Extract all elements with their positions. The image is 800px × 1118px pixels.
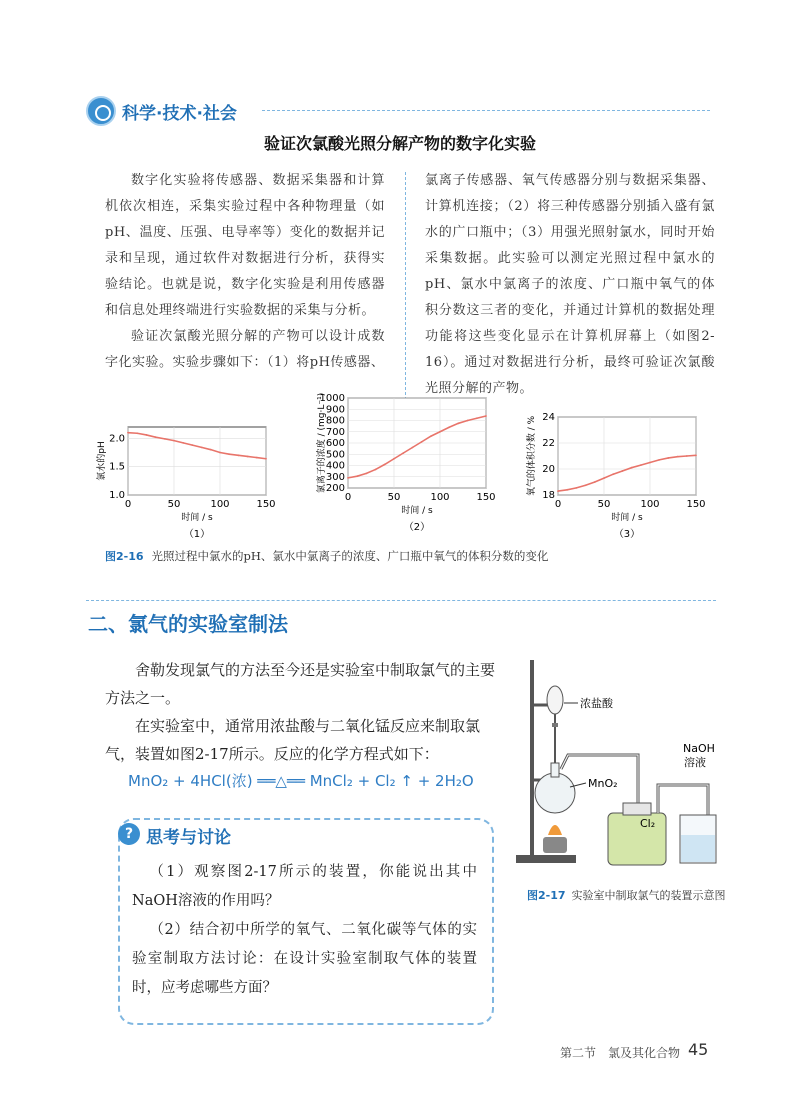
data-point	[146, 434, 148, 436]
label-mno2: MnO₂	[588, 777, 618, 790]
section-body	[105, 656, 505, 768]
y-tick-label: 700	[325, 426, 345, 438]
stand-base	[516, 855, 576, 863]
x-tick-label: 0	[124, 499, 132, 510]
data-point	[458, 422, 460, 424]
data-point	[566, 489, 568, 491]
data-point	[384, 463, 386, 465]
x-tick-label: 0	[344, 492, 352, 503]
article-paragraph: 数字化实验将传感器、数据采集器和计算机依次相连，采集实验过程中各种物理量（如pH、温度、压强、电导率等）变化的数据并记录和呈现，通过软件对数据进行分析，获得实验结论。也就是说，数字化实验是利用传感器和信息处理终端进行实验数据的采集与分析。	[105, 173, 385, 318]
data-point	[622, 470, 624, 472]
x-tick-label: 0	[554, 499, 562, 510]
y-axis-label: 氧气的体积分数 / %	[527, 415, 537, 497]
x-axis-label: 时间 / s	[401, 506, 433, 516]
x-tick-label: 100	[210, 499, 230, 510]
y-tick-label: 2.0	[109, 433, 125, 445]
x-axis-label: 时间 / s	[611, 513, 643, 523]
y-tick-label: 1000	[319, 393, 345, 404]
label-naoh: NaOH	[683, 742, 715, 755]
y-tick-label: 22	[542, 438, 555, 449]
data-point	[485, 415, 487, 417]
data-point	[476, 417, 478, 419]
x-axis-label: 时间 / s	[181, 513, 213, 523]
y-tick-label: 900	[325, 404, 345, 416]
discussion-body	[132, 858, 477, 1003]
data-point	[356, 475, 358, 477]
article-column-right	[425, 168, 715, 402]
x-tick-label: 50	[387, 492, 401, 503]
data-point	[347, 477, 349, 479]
data-point	[210, 449, 212, 451]
data-point	[173, 440, 175, 442]
data-point	[219, 452, 221, 454]
column-divider	[405, 172, 406, 400]
x-tick-label: 50	[597, 499, 611, 510]
figure-2-17-caption: 图2-17 实验室中制取氯气的装置示意图	[527, 889, 726, 902]
plot-frame	[128, 427, 266, 495]
data-point	[402, 452, 404, 454]
label-cl2: Cl₂	[640, 817, 656, 830]
data-point	[238, 454, 240, 456]
y-tick-label: 500	[325, 449, 345, 461]
data-point	[576, 487, 578, 489]
y-tick-label: 400	[325, 460, 345, 472]
data-point	[127, 432, 129, 434]
discussion-question-icon: ?	[118, 823, 140, 845]
data-point	[182, 442, 184, 444]
x-tick-label: 50	[167, 499, 181, 510]
data-point	[366, 472, 368, 474]
data-point	[164, 438, 166, 440]
y-tick-label: 18	[542, 490, 555, 501]
y-axis-label: 氯水的pH	[97, 441, 107, 481]
data-point	[201, 447, 203, 449]
y-tick-label: 800	[325, 415, 345, 427]
article-paragraph: 氯离子传感器、氧气传感器分别与数据采集器、计算机连接；（2）将三种传感器分别插入盛有氯水的广口瓶中；（3）用强光照射氯水，同时开始采集数据。此实验可以测定光照过程中氯水的pH、氯水中氯离子的浓度、广口瓶中氧气的体积分数这三者的变化，并通过计算机的数据处理功能将这些变化显示在计算机屏幕上（如图2-16）。通过对数据进行分析，最终可验证次氯酸光照分解的产物。	[425, 173, 715, 396]
discussion-question: （2）结合初中所学的氧气、二氧化碳等气体的实验室制取方法讨论：在设计实验室制取气体的装置时，应考虑哪些方面？	[132, 922, 477, 996]
figure-2-16-caption: 图2-16 光照过程中氯水的pH、氯水中氯离子的浓度、广口瓶中氧气的体积分数的变化	[105, 549, 549, 563]
data-point	[658, 459, 660, 461]
y-tick-label: 20	[542, 464, 555, 475]
data-point	[192, 444, 194, 446]
x-tick-label: 100	[640, 499, 660, 510]
y-tick-label: 600	[325, 438, 345, 449]
data-point	[695, 454, 697, 456]
y-tick-label: 24	[542, 412, 555, 423]
header-divider	[262, 110, 710, 111]
chart-ph	[90, 405, 290, 540]
section-divider	[86, 600, 716, 601]
data-point	[430, 435, 432, 437]
label-solution: 溶液	[684, 756, 706, 769]
data-point	[594, 481, 596, 483]
x-tick-label: 100	[430, 492, 450, 503]
data-point	[612, 473, 614, 475]
discussion-title: 思考与讨论	[146, 828, 231, 848]
plot-frame	[558, 417, 696, 495]
data-point	[155, 436, 157, 438]
data-point	[649, 462, 651, 464]
y-tick-label: 200	[325, 483, 345, 494]
data-point	[448, 426, 450, 428]
x-tick-label: 150	[256, 499, 276, 510]
data-point	[247, 456, 249, 458]
gas-bottle	[608, 813, 666, 865]
chart-title: （1）	[183, 529, 211, 540]
data-point	[631, 467, 633, 469]
burner	[543, 837, 567, 853]
section-label: 科学·技术·社会	[122, 104, 237, 124]
page-number: 45	[688, 1040, 709, 1059]
section-title: 二、氯气的实验室制法	[88, 612, 288, 636]
data-point	[265, 458, 267, 460]
flame	[548, 825, 562, 835]
data-point	[640, 464, 642, 466]
separatory-funnel	[547, 686, 563, 714]
chart-chloride	[300, 392, 510, 540]
data-point	[421, 441, 423, 443]
article-column-left	[105, 168, 385, 376]
chemical-equation: MnO₂ + 4HCl(浓) ══△══ MnCl₂ + Cl₂ ↑ + 2H₂O	[128, 772, 474, 790]
chart-oxygen	[520, 405, 720, 540]
y-tick-label: 1.5	[109, 461, 125, 473]
data-point	[677, 456, 679, 458]
body-paragraph: 舍勒发现氯气的方法至今还是实验室中制取氯气的主要方法之一。	[105, 661, 496, 707]
y-axis-label: 氯离子的浓度 / (mg·L⁻¹)	[317, 392, 327, 494]
x-tick-label: 150	[686, 499, 706, 510]
article-title: 验证次氯酸光照分解产物的数字化实验	[263, 134, 536, 153]
y-tick-label: 1.0	[109, 490, 125, 501]
data-point	[375, 469, 377, 471]
data-point	[668, 457, 670, 459]
body-paragraph: 在实验室中，通常用浓盐酸与二氧化锰反应来制取氯气，装置如图2-17所示。反应的化学方程式如下：	[105, 717, 481, 763]
data-point	[557, 490, 559, 492]
chart-title: （2）	[403, 522, 431, 533]
chart-title: （3）	[613, 529, 641, 540]
article-paragraph: 验证次氯酸光照分解的产物可以设计成数字化实验。实验步骤如下：（1）将pH传感器、	[105, 329, 385, 370]
section-logo-icon	[86, 96, 116, 126]
footer-chapter: 第二节 氯及其化合物	[560, 1046, 681, 1060]
data-point	[686, 455, 688, 457]
data-point	[439, 431, 441, 433]
stand-rod	[530, 660, 534, 860]
data-point	[603, 477, 605, 479]
label-hcl: 浓盐酸	[580, 697, 613, 710]
data-point	[136, 432, 138, 434]
discussion-question: （1）观察图2-17所示的装置，你能说出其中NaOH溶液的作用吗？	[132, 864, 477, 909]
data-point	[585, 484, 587, 486]
data-point	[393, 458, 395, 460]
y-tick-label: 300	[325, 471, 345, 483]
apparatus-diagram	[508, 655, 718, 875]
data-point	[467, 420, 469, 422]
data-point	[412, 447, 414, 449]
round-flask	[535, 773, 575, 813]
data-point	[228, 453, 230, 455]
data-point	[256, 457, 258, 459]
x-tick-label: 150	[476, 492, 496, 503]
